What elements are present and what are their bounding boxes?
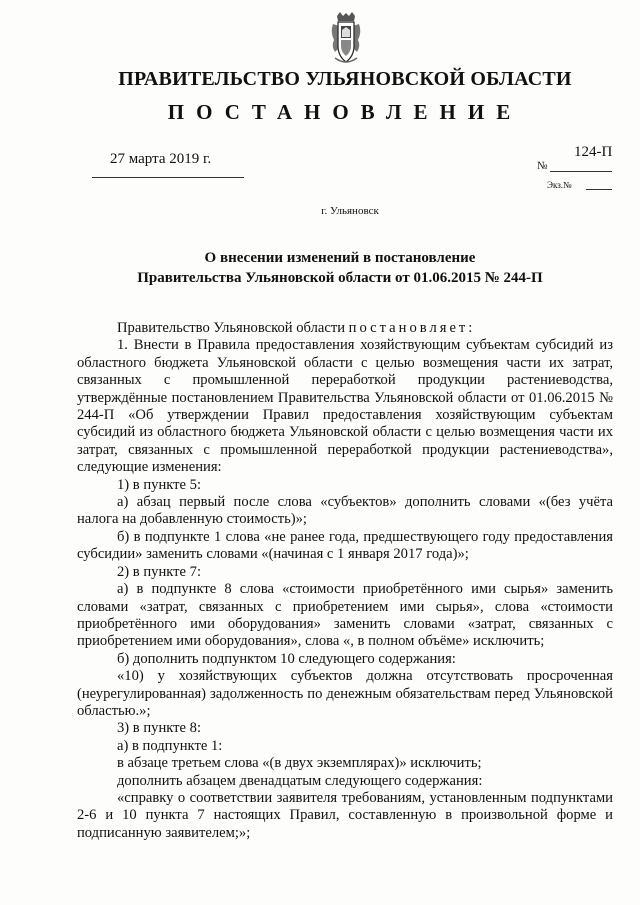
body-paragraph: б) в подпункте 1 слова «не ранее года, предшествующего году предоставления субсидии» заменить словами «(начиная с 1 января 2017 года)»; [77,528,613,563]
intro-paragraph [77,320,613,337]
document-body [77,320,613,842]
number-label: № [537,160,548,172]
document-type: ПОСТАНОВЛЕНИЕ [167,100,523,124]
date-underline [92,177,244,178]
body-paragraph: б) дополнить подпунктом 10 следующего содержания: [117,650,456,667]
subject-line-1: О внесении изменений в постановление [204,250,476,266]
ulyanovsk-coat-of-arms-icon [327,12,365,66]
body-paragraph: а) в подпункте 8 слова «стоимости приобретённого ими сырья» заменить словами «затрат, связанных с приобретением ими сырья», слова «стоимости приобретённого ими оборудования» заменить словами «затрат, связанных с приобретением ими оборудования», слова «, в полном объёме» исключить; [77,581,613,650]
body-paragraph: «справку о соответствии заявителя требованиям, установленным подпунктами 2-6 и 10 пункта 7 настоящих Правил, составленную в произвольной форме и подписанную заявителем;»; [77,789,613,841]
body-paragraph: а) абзац первый после слова «субъектов» дополнить словами «(без учёта налога на добавленную стоимость)»; [77,494,613,528]
subject-line-2: Правительства Ульяновской области от 01.06.2015 № 244-П [137,270,543,286]
body-paragraph: «10) у хозяйствующих субъектов должна отсутствовать просроченная (неурегулированная) задолженность по денежным обязательствам перед Ульяновской областью.»; [77,668,613,719]
body-paragraph: дополнить абзацем двенадцатым следующего содержания: [117,772,483,789]
body-paragraph: 1. Внести в Правила предоставления хозяйствующим субъектам субсидий из областного бюджета Ульяновской области с целью возмещения части их затрат, связанных с промышленной переработкой продукции растениеводства, утверждённые постановлением Правительства Ульяновской области от 01.06.2015 № 244-П «Об утверждении Правил предоставления хозяйствующим субъектам субсидий из областного бюджета Ульяновской области с целью возмещения части их затрат, связанных с промышленной переработкой продукции растениеводства», следующие изменения: [77,337,613,476]
number-underline [550,171,612,172]
copy-number-underline [586,189,612,190]
document-date: 27 марта 2019 г. [110,151,212,167]
copy-number-label: Экз.№ [547,180,572,190]
body-paragraph: а) в подпункте 1: [117,737,223,754]
body-paragraph: 1) в пункте 5: [117,476,202,493]
city: г. Ульяновск [321,205,379,217]
body-paragraph: в абзаце третьем слова «(в двух экземплярах)» исключить; [117,755,482,772]
body-paragraph: 3) в пункте 8: [117,720,202,737]
document-subject [0,248,640,288]
government-title: ПРАВИТЕЛЬСТВО УЛЬЯНОВСКОЙ ОБЛАСТИ [118,68,572,90]
intro-text: Правительство Ульяновской области [117,320,349,336]
document-number: 124-П [574,144,613,160]
intro-decree-word: постановляет: [348,320,476,336]
body-paragraph: 2) в пункте 7: [117,563,202,580]
